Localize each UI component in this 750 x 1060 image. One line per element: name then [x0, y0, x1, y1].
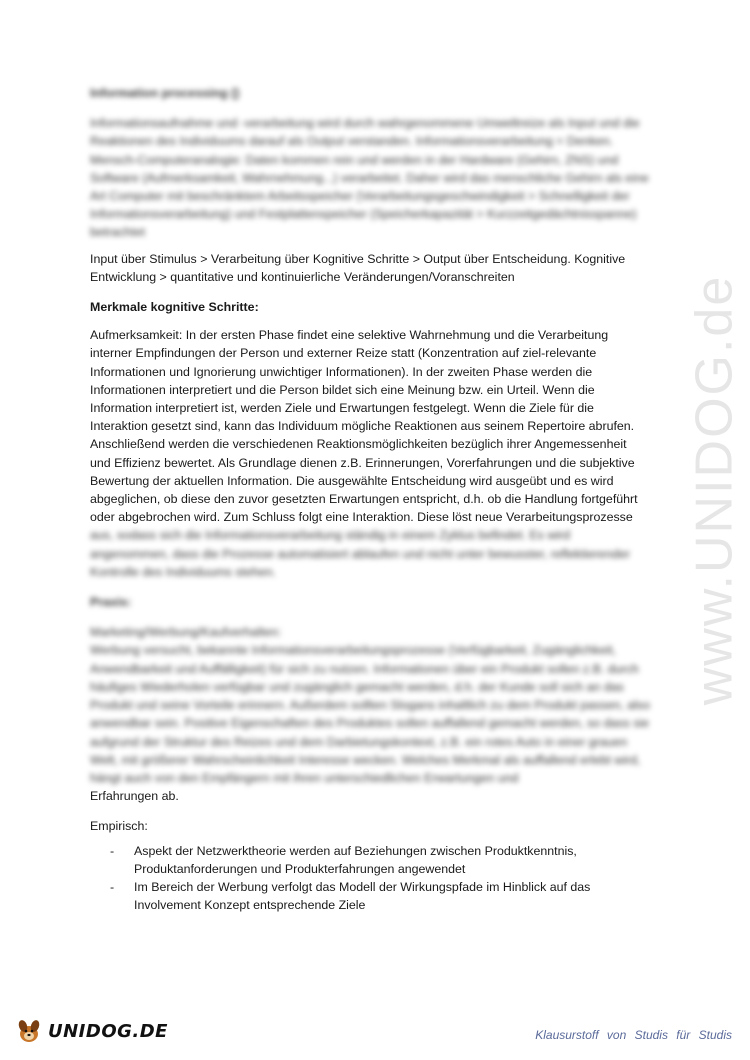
logo-text: UNIDOG.DE: [48, 1020, 168, 1042]
watermark: www.UNIDOG.de: [685, 274, 743, 706]
dog-mascot-icon: [14, 1016, 44, 1046]
praxis-subtitle: Marketing/Werbung/Kaufverhalten:: [90, 625, 282, 640]
merkmale-title: Merkmale kognitive Schritte:: [90, 300, 259, 315]
footer-logo: [14, 1016, 168, 1046]
bullet-dash: -: [110, 843, 115, 858]
empirisch-list: [90, 842, 650, 915]
bullet-dash: -: [110, 879, 115, 894]
list-item: [110, 878, 650, 914]
praxis-paragraph: Werbung versucht, bekannte Informationsverarbeitungsprozesse (Verfügbarkeit, Zugänglichkeit, Anwendbarkeit und Auffälligkeit) für sich zu nutzen. Informationen über ein Produkt sollen z.B. durch häufiges Wiederholen verfügbar und zugänglich gemacht werden, d.h. der Kunde soll sich an das Produkt und seine Vorteile erinnern. Außerdem sollten Slogans inhaltlich zu dem Produkt passen, also anwendbar sein. Positive Eigenschaften des Produktes sollen auffallend gemacht werden, so dass sie aufgrund der Struktur des Reizes und dem Darbietungskontext, z.B. ein rotes Auto in einer grauen Welt, mit größerer Wahrscheinlichkeit Interesse wecken. Welches Merkmal als auffallend erlebt wird, hängt auch von den Empfängern mit ihren unterschiedlichen Erwartungen und: [90, 643, 650, 785]
empirisch-label: Empirisch:: [90, 819, 148, 834]
praxis-title: Praxis:: [90, 595, 132, 610]
merkmale-paragraph: Aufmerksamkeit: In der ersten Phase findet eine selektive Wahrnehmung und die Verarbeitung interner Empfindungen der Person und externer Reize statt (Konzentration auf ziel-relevante Informationen und Ignorierung unwichtiger Informationen). In der zweiten Phase werden die Informationen interpretiert und die Person bildet sich eine Meinung bzw. ein Urteil. Wenn die Information interpretiert ist, werden Ziele und Erwartungen festgelegt. Wenn die Ziele für die Interaktion gesetzt sind, kann das Individuum mögliche Reaktionen aus seinem Repertoire abrufen. Anschließend werden die verschiedenen Reaktionsmöglichkeiten bezüglich ihrer Angemessenheit und Effizienz bewertet. Als Grundlage dienen z.B. Erinnerungen, Vorerfahrungen und die subjektive Bewertung der aktuellen Information. Die ausgewählte Entscheidung wird ausgeübt und es wird abgeglichen, ob diese den zuvor gesetzten Erwartungen entspricht, d.h. ob die Handlung fortgeführt oder abgebrochen wird. Zum Schluss folgt eine Interaktion. Diese löst neue Verarbeitungsprozesse: [90, 328, 638, 525]
intro-paragraph: Informationsaufnahme und -verarbeitung wird durch wahrgenommene Umweltreize als Input und die Reaktionen des Individuums darauf als Output verstanden. Informationsverarbeitung = Denken. Mensch-Computeranalogie: Daten kommen rein und werden in der Hardware (Gehirn, ZNS) und Software (Aufmerksamkeit, Wahrnehmung...) verarbeitet. Daher wird das menschliche Gehirn als eine Art Computer mit beschränktem Arbeitsspeicher (Verarbeitungsgeschwindigkeit > Schnelligkeit der Informationsverarbeitung) und Festplattenspeicher (Speicherkapazität > Kurzzeitgedächtnisspanne) betrachtet: [90, 116, 649, 240]
footer-tagline: Klausurstoff von Studis für Studis: [535, 1028, 732, 1042]
bullet-text: Im Bereich der Werbung verfolgt das Modell der Wirkungspfade im Hinblick auf das Involvement Konzept entsprechende Ziele: [134, 879, 591, 913]
document-body: [90, 84, 650, 914]
praxis-ending: Erfahrungen ab.: [90, 789, 179, 804]
merkmale-paragraph-blurred: aus, sodass sich die Informationsverarbeitung ständig in einem Zyklus befindet. Es wird angenommen, dass die Prozesse automatisiert ablaufen und nicht unter bewusster, reflektierender Kontrolle des Individuums stehen.: [90, 528, 630, 579]
list-item: [110, 842, 650, 878]
document-title: Information processing (): [90, 86, 240, 100]
input-line: Input über Stimulus > Verarbeitung über Kognitive Schritte > Output über Entscheidung. Kognitive Entwicklung > quantitative und kontinuierliche Veränderungen/Voranschreiten: [90, 251, 626, 284]
bullet-text: Aspekt der Netzwerktheorie werden auf Beziehungen zwischen Produktkenntnis, Produktanforderungen und Produkterfahrungen angewendet: [134, 843, 577, 876]
